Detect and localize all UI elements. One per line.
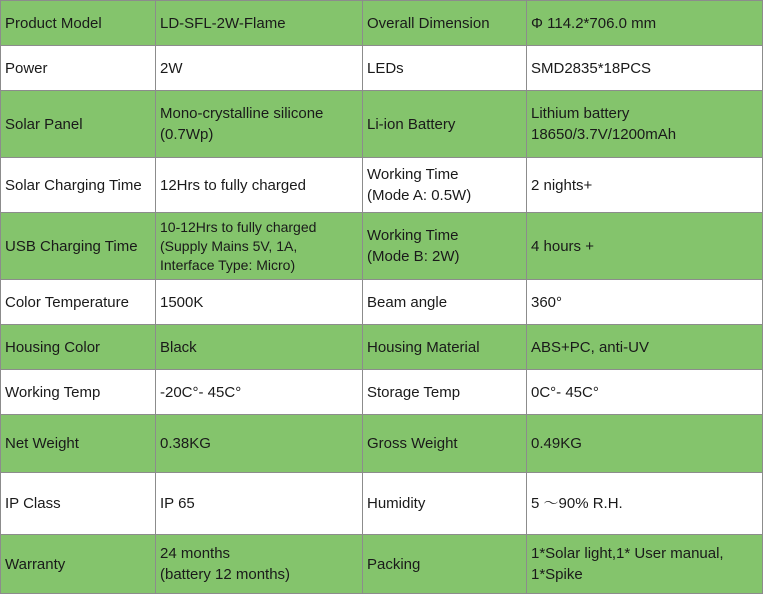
spec-value-text: LD-SFL-2W-Flame — [160, 14, 286, 32]
spec-value-text: 1500K — [160, 293, 204, 311]
spec-value-text: (0.7Wp) — [160, 126, 214, 143]
spec-value-text: (Supply Mains 5V, 1A, — [160, 237, 298, 254]
spec-value-text: (battery 12 months) — [160, 566, 291, 583]
spec-row — [1, 158, 763, 213]
spec-value-cell — [527, 325, 763, 370]
spec-label-text: Storage Temp — [367, 383, 461, 401]
spec-value-text: SMD2835*18PCS — [531, 59, 652, 77]
spec-value-text: -20C°- 45C° — [160, 383, 242, 401]
spec-value-cell — [527, 91, 763, 158]
spec-row — [1, 325, 763, 370]
spec-value-cell — [527, 280, 763, 325]
spec-value-cell — [156, 535, 363, 594]
spec-value-text: 18650/3.7V/1200mAh — [531, 126, 677, 143]
spec-value-cell — [156, 213, 363, 280]
spec-label-text: Humidity — [367, 495, 426, 512]
spec-label-cell — [1, 415, 156, 473]
spec-value-cell — [527, 415, 763, 473]
spec-label-cell — [363, 370, 527, 415]
spec-label-cell — [363, 415, 527, 473]
spec-row — [1, 91, 763, 158]
spec-label-cell — [363, 535, 527, 594]
spec-row — [1, 213, 763, 280]
spec-value-text: ABS+PC, anti-UV — [531, 338, 649, 356]
spec-label-text: (Mode A: 0.5W) — [367, 187, 472, 204]
spec-label-text: (Mode B: 2W) — [367, 248, 460, 265]
spec-value-text: Interface Type: Micro) — [160, 256, 296, 273]
spec-label-cell — [1, 213, 156, 280]
spec-value-cell — [156, 325, 363, 370]
spec-value-text: 1*Spike — [531, 566, 583, 583]
spec-label-cell — [363, 46, 527, 91]
spec-value-cell — [527, 370, 763, 415]
spec-value-text: IP 65 — [160, 495, 195, 512]
spec-value-cell — [527, 158, 763, 213]
spec-label-cell — [1, 91, 156, 158]
spec-label-text: Housing Color — [5, 338, 101, 356]
spec-label-text: LEDs — [367, 59, 404, 77]
spec-value-text: 5 ～90% R.H. — [531, 495, 623, 512]
spec-value-cell — [156, 158, 363, 213]
spec-label-cell — [363, 158, 527, 213]
spec-value-cell — [527, 213, 763, 280]
spec-label-text: Beam angle — [367, 293, 448, 311]
spec-value-text: 2 nights+ — [531, 176, 593, 194]
spec-label-text: Overall Dimension — [367, 14, 490, 32]
spec-row — [1, 280, 763, 325]
spec-label-cell — [363, 91, 527, 158]
spec-label-text: Working Time — [367, 227, 459, 244]
spec-value-cell — [156, 280, 363, 325]
spec-label-cell — [363, 1, 527, 46]
spec-label-cell — [1, 1, 156, 46]
spec-value-text: Mono-crystalline silicone — [160, 105, 324, 122]
spec-value-text: Lithium battery — [531, 105, 630, 122]
spec-label-cell — [1, 473, 156, 535]
spec-label-cell — [363, 280, 527, 325]
spec-row — [1, 1, 763, 46]
spec-value-cell — [156, 370, 363, 415]
spec-label-cell — [1, 158, 156, 213]
spec-label-text: Li-ion Battery — [367, 115, 456, 133]
spec-label-cell — [1, 325, 156, 370]
spec-value-text: 24 months — [160, 545, 231, 562]
spec-value-cell — [527, 46, 763, 91]
spec-label-text: Housing Material — [367, 338, 480, 356]
spec-label-text: Power — [5, 59, 48, 77]
spec-value-cell — [156, 46, 363, 91]
spec-row — [1, 370, 763, 415]
spec-label-text: USB Charging Time — [5, 237, 138, 255]
spec-label-cell — [363, 325, 527, 370]
spec-label-text: Warranty — [5, 555, 66, 573]
spec-label-text: IP Class — [5, 495, 61, 512]
spec-value-cell — [156, 415, 363, 473]
spec-label-text: Net Weight — [5, 435, 79, 452]
spec-value-text: 4 hours + — [531, 237, 594, 255]
spec-value-cell — [527, 1, 763, 46]
spec-label-cell — [1, 535, 156, 594]
spec-value-cell — [156, 91, 363, 158]
spec-row — [1, 415, 763, 473]
spec-label-text: Packing — [367, 555, 421, 573]
spec-label-cell — [363, 473, 527, 535]
spec-row — [1, 473, 763, 535]
spec-label-text: Solar Charging Time — [5, 176, 142, 194]
spec-value-text: 0C°- 45C° — [531, 383, 599, 401]
spec-value-cell — [527, 473, 763, 535]
spec-value-text: 12Hrs to fully charged — [160, 176, 306, 194]
spec-label-cell — [1, 46, 156, 91]
spec-value-text: 10-12Hrs to fully charged — [160, 218, 317, 235]
spec-value-text: Black — [160, 338, 197, 356]
spec-row — [1, 535, 763, 594]
spec-value-text: 2W — [160, 59, 183, 77]
spec-value-cell — [156, 1, 363, 46]
spec-value-cell — [156, 473, 363, 535]
spec-label-cell — [363, 213, 527, 280]
spec-value-text: 0.49KG — [531, 435, 582, 452]
spec-value-text: 360° — [531, 293, 563, 311]
spec-label-text: Working Time — [367, 166, 459, 183]
spec-value-cell — [527, 535, 763, 594]
spec-label-text: Gross Weight — [367, 435, 458, 452]
spec-label-text: Solar Panel — [5, 115, 83, 133]
spec-label-text: Working Temp — [5, 383, 101, 401]
spec-value-text: Φ 114.2*706.0 mm — [531, 14, 657, 32]
spec-label-text: Color Temperature — [5, 293, 129, 311]
spec-label-text: Product Model — [5, 14, 102, 32]
spec-row — [1, 46, 763, 91]
spec-label-cell — [1, 370, 156, 415]
spec-value-text: 1*Solar light,1* User manual, — [531, 545, 724, 562]
spec-value-text: 0.38KG — [160, 435, 211, 452]
spec-label-cell — [1, 280, 156, 325]
spec-table-body — [1, 1, 763, 594]
